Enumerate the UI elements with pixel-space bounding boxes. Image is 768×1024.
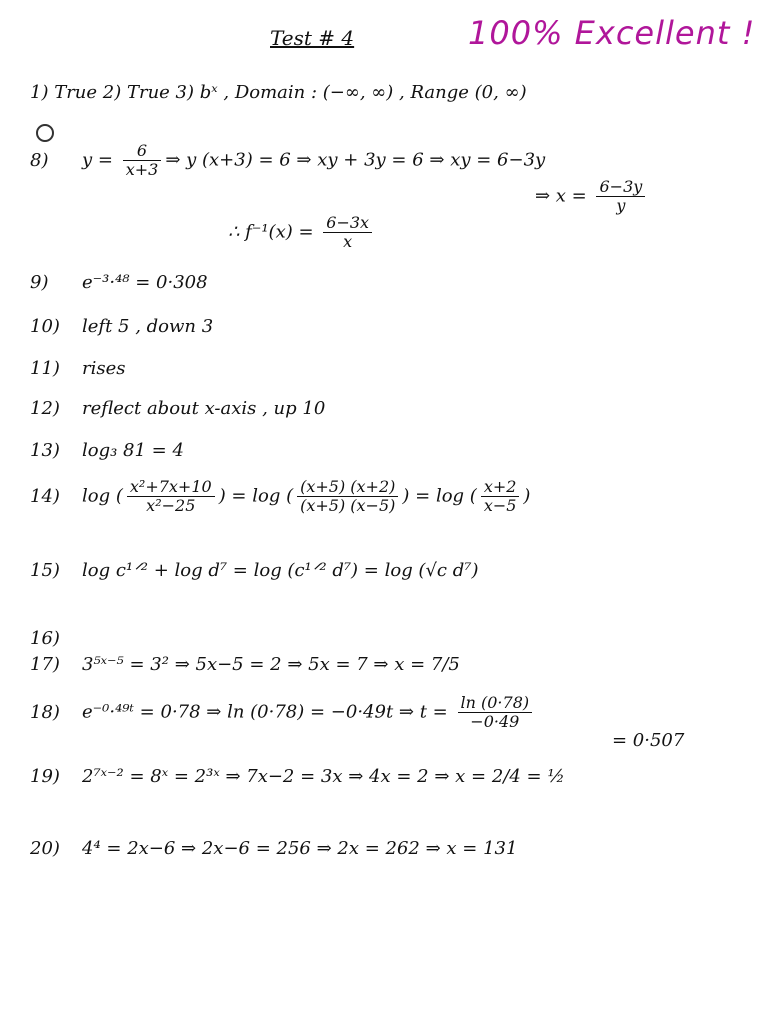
fraction: $\frac{\ln (0\cdot 78)}{-0\cdot 49}$	[458, 694, 533, 731]
answer-17: 17) 3⁵ˣ⁻⁵ = 3² ⇒ 5x−5 = 2 ⇒ 5x = 7 ⇒ x = 7/5	[30, 654, 460, 675]
answer-13: 13) log₃ 81 = 4	[30, 440, 184, 461]
answers-1-3: 1) True 2) True 3) bˣ , Domain : (−∞, ∞) , Range (0, ∞)	[30, 82, 527, 103]
answer-15: 15) log c¹ᐟ² + log d⁷ = log (c¹ᐟ² d⁷) = log (√c d⁷)	[30, 560, 479, 581]
answer-19: 19) 2⁷ˣ⁻² = 8ˣ = 2³ˣ ⇒ 7x−2 = 3x ⇒ 4x = 2 ⇒ x = 2/4 = ½	[30, 766, 565, 787]
fraction: $\frac{6-3y}{y}$	[596, 178, 645, 215]
answer-number: 8)	[30, 149, 49, 171]
answer-10: 10) left 5 , down 3	[30, 316, 214, 337]
grade-annotation: 100% Excellent !	[468, 14, 756, 52]
answer-8: 8) y = $\frac{6}{x+3}$ ⇒ y (x+3) = 6 ⇒ xy + 3y = 6 ⇒ xy = 6−3y	[30, 141, 546, 179]
answer-12: 12) reflect about x-axis , up 10	[30, 398, 326, 419]
fraction: $\frac{6}{x+3}$	[123, 142, 162, 179]
answer-8-line3: ∴ f⁻¹(x) = $\frac{6-3x}{x}$	[228, 214, 376, 251]
page-title: Test # 4	[270, 26, 355, 50]
answer-11: 11) rises	[30, 358, 126, 379]
answer-18-line2: = 0·507	[612, 730, 685, 751]
answer-18: 18) e⁻⁰·⁴⁹ᵗ = 0·78 ⇒ ln (0·78) = −0·49t ⇒ t = $\frac{\ln (0\cdot 78)}{-0\cdot 49}$	[30, 694, 536, 731]
answer-14: 14) log ( $\frac{\text{x²+7x+10}}{\text{x²−25}}$ ) = log ( $\frac{(x+5) (x+2)}{(x+5) (x-5)}$ ) = log ( $\frac{x+2}{x-5}$ )	[30, 477, 531, 515]
answer-16: 16)	[30, 628, 60, 649]
fraction: $\frac{6-3x}{x}$	[323, 214, 372, 251]
answer-20: 20) 4⁴ = 2x−6 ⇒ 2x−6 = 256 ⇒ 2x = 262 ⇒ x = 131	[30, 838, 518, 859]
scribble-mark	[36, 124, 54, 142]
answer-8-line2: ⇒ x = $\frac{6-3y}{y}$	[535, 178, 649, 215]
fraction: $\frac{(x+5) (x+2)}{(x+5) (x-5)}$	[297, 478, 398, 515]
fraction: $\frac{\text{x²+7x+10}}{\text{x²−25}}$	[127, 478, 215, 515]
fraction: $\frac{x+2}{x-5}$	[481, 478, 520, 515]
answer-9: 9) e⁻³·⁴⁸ = 0·308	[30, 272, 208, 293]
